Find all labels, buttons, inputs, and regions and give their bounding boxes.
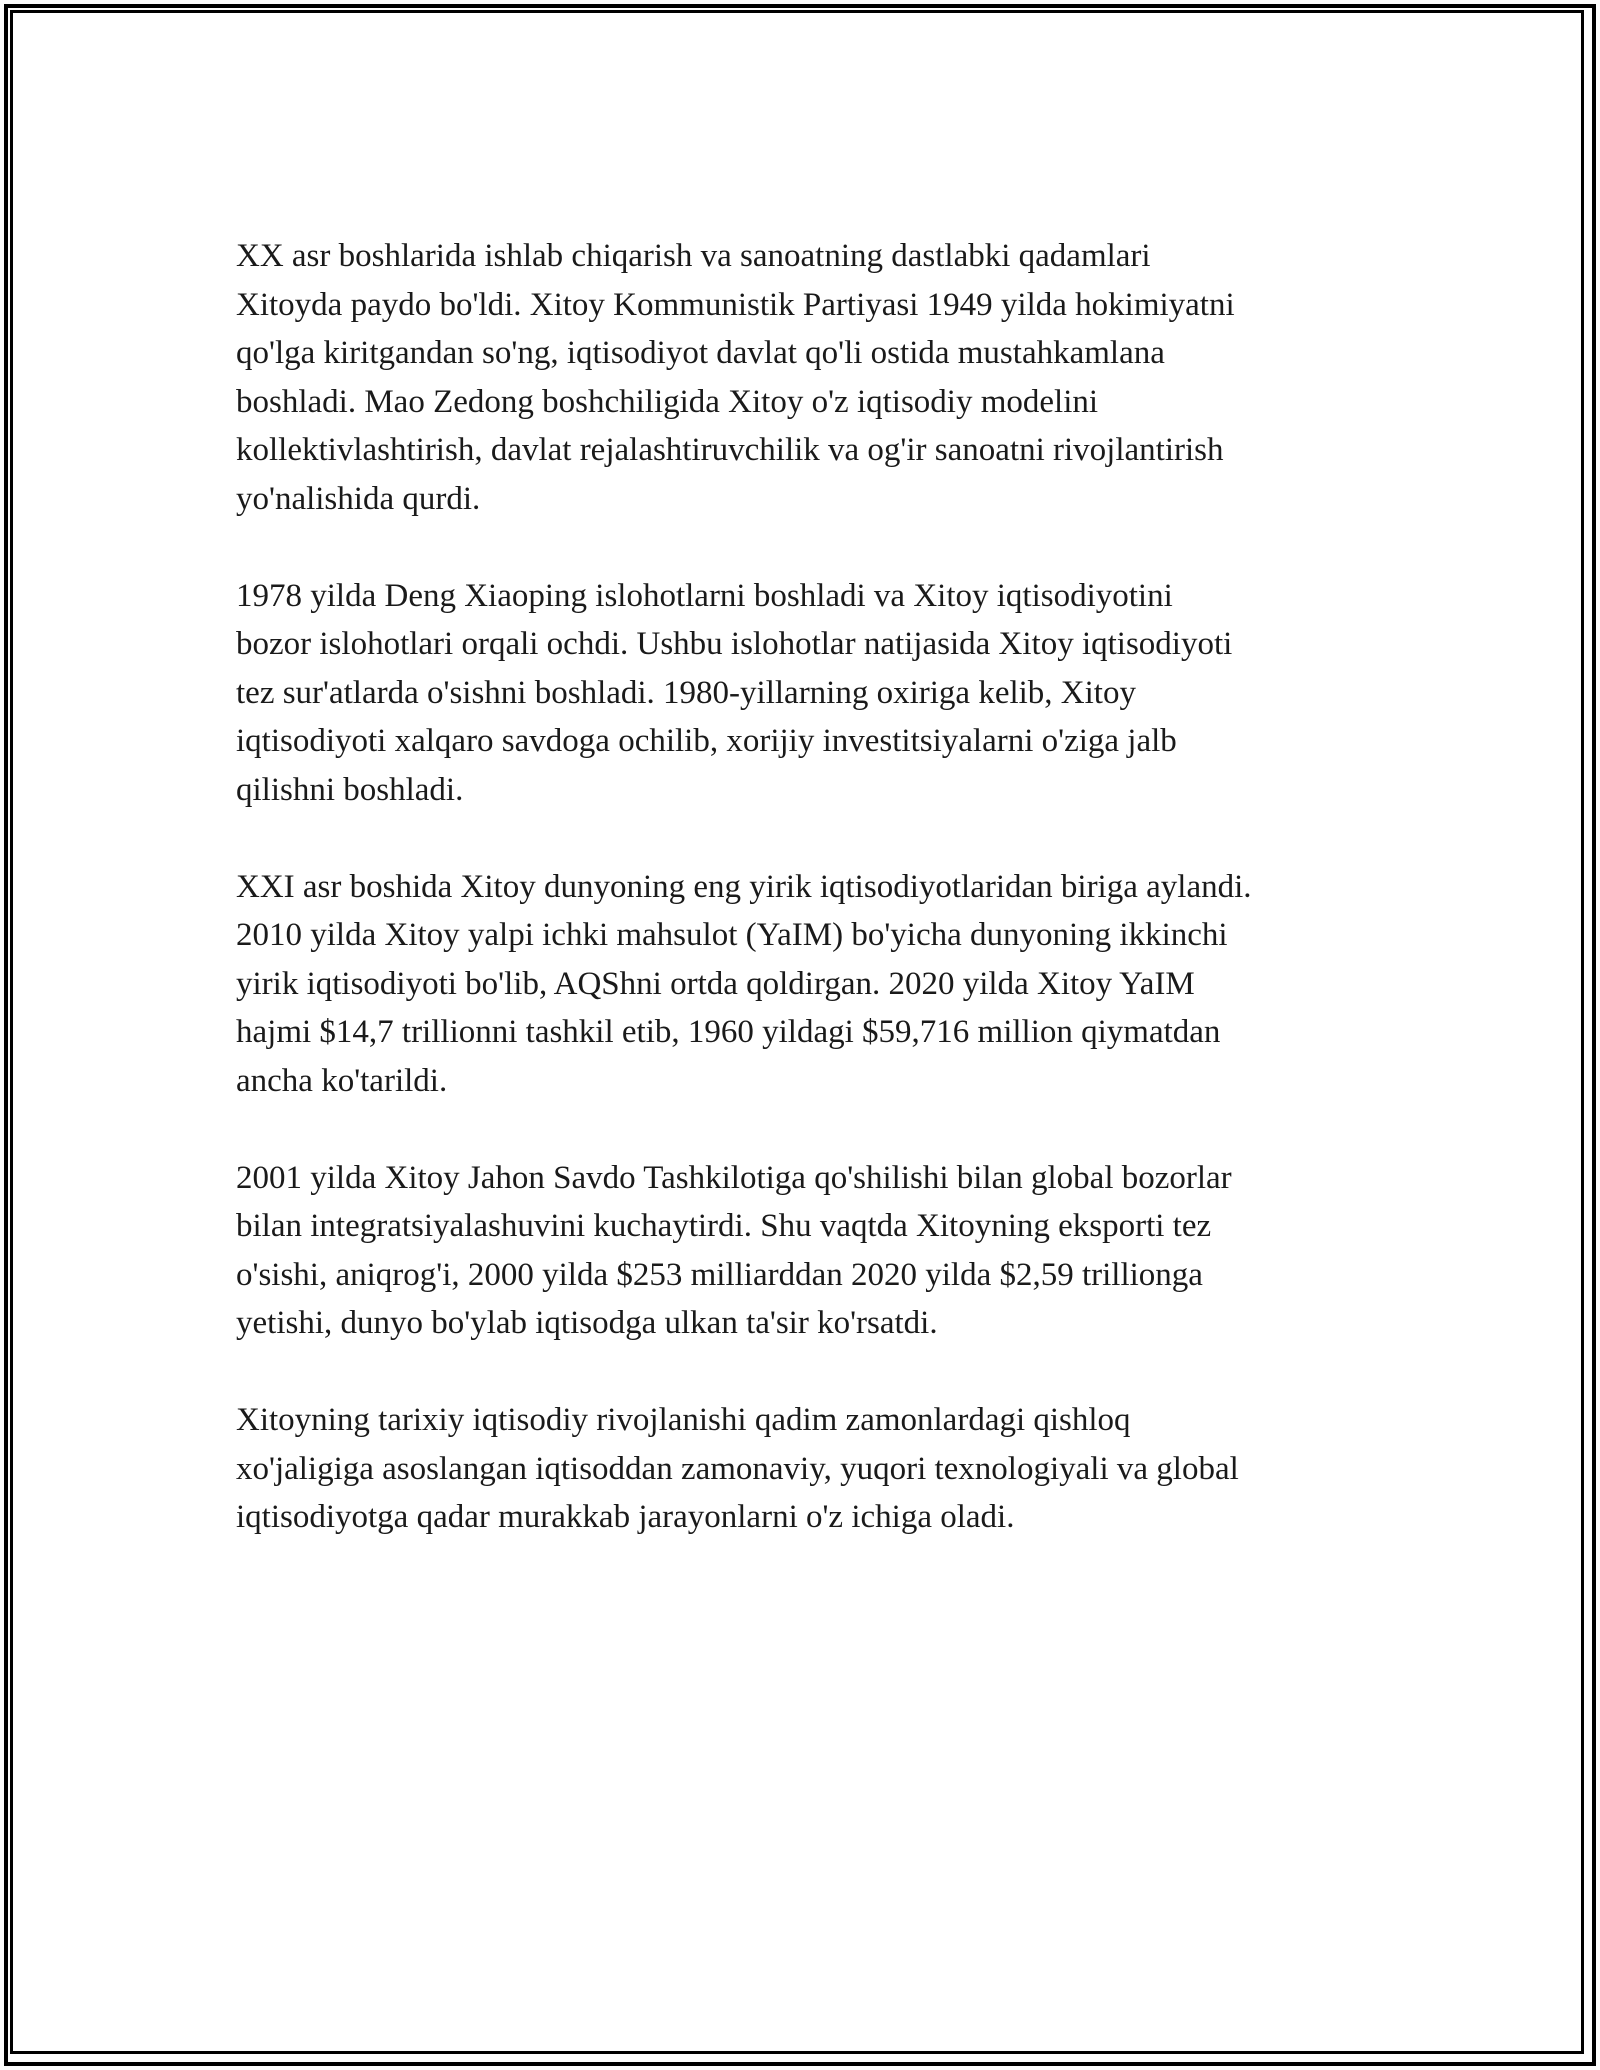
paragraph-2: 1978 yilda Deng Xiaoping islohotlarni boshladi va Xitoy iqtisodiyotini bozor islohotlari orqali ochdi. Ushbu islohotlar natijasida Xitoy iqtisodiyoti tez sur'atlarda o'sishni boshladi. 1980-yillarning oxiriga kelib, Xitoy iqtisodiyoti xalqaro savdoga ochilib, xorijiy investitsiyalarni o'ziga jalb qilishni boshladi. <box>236 577 1233 808</box>
paragraph-5: Xitoyning tarixiy iqtisodiy rivojlanishi qadim zamonlardagi qishloq xo'jaligiga asoslangan iqtisoddan zamonaviy, yuqori texnologiyali va global iqtisodiyotga qadar murakkab jarayonlarni o'z ichiga oladi. <box>236 1402 1239 1535</box>
paragraph-1: XX asr boshlarida ishlab chiqarish va sanoatning dastlabki qadamlari Xitoyda paydo bo'ldi. Xitoy Kommunistik Partiyasi 1949 yilda hokimiyatni qo'lga kiritgandan so'ng, iqtisodiyot davlat qo'li ostida mustahkamlana boshladi. Mao Zedong boshchiligida Xitoy o'z iqtisodiy modelini kollektivlashtirish, davlat rejalashtiruvchilik va og'ir sanoatni rivojlantirish yo'nalishida qurdi. <box>236 238 1235 517</box>
paragraph-3: XXI asr boshida Xitoy dunyoning eng yirik iqtisodiyotlaridan biriga aylandi. 2010 yilda Xitoy yalpi ichki mahsulot (YaIM) bo'yicha dunyoning ikkinchi yirik iqtisodiyoti bo'lib, AQShni ortda qoldirgan. 2020 yilda Xitoy YaIM hajmi $14,7 trillionni tashkil etib, 1960 yildagi $59,716 million qiymatdan ancha ko'tarildi. <box>236 868 1252 1099</box>
paragraph-4: 2001 yilda Xitoy Jahon Savdo Tashkilotiga qo'shilishi bilan global bozorlar bilan integratsiyalashuvini kuchaytirdi. Shu vaqtda Xitoyning eksporti tez o'sishi, aniqrog'i, 2000 yilda $253 milliarddan 2020 yilda $2,59 trillionga yetishi, dunyo bo'ylab iqtisodga ulkan ta'sir ko'rsatdi. <box>236 1159 1232 1341</box>
document-body <box>236 232 1396 1590</box>
